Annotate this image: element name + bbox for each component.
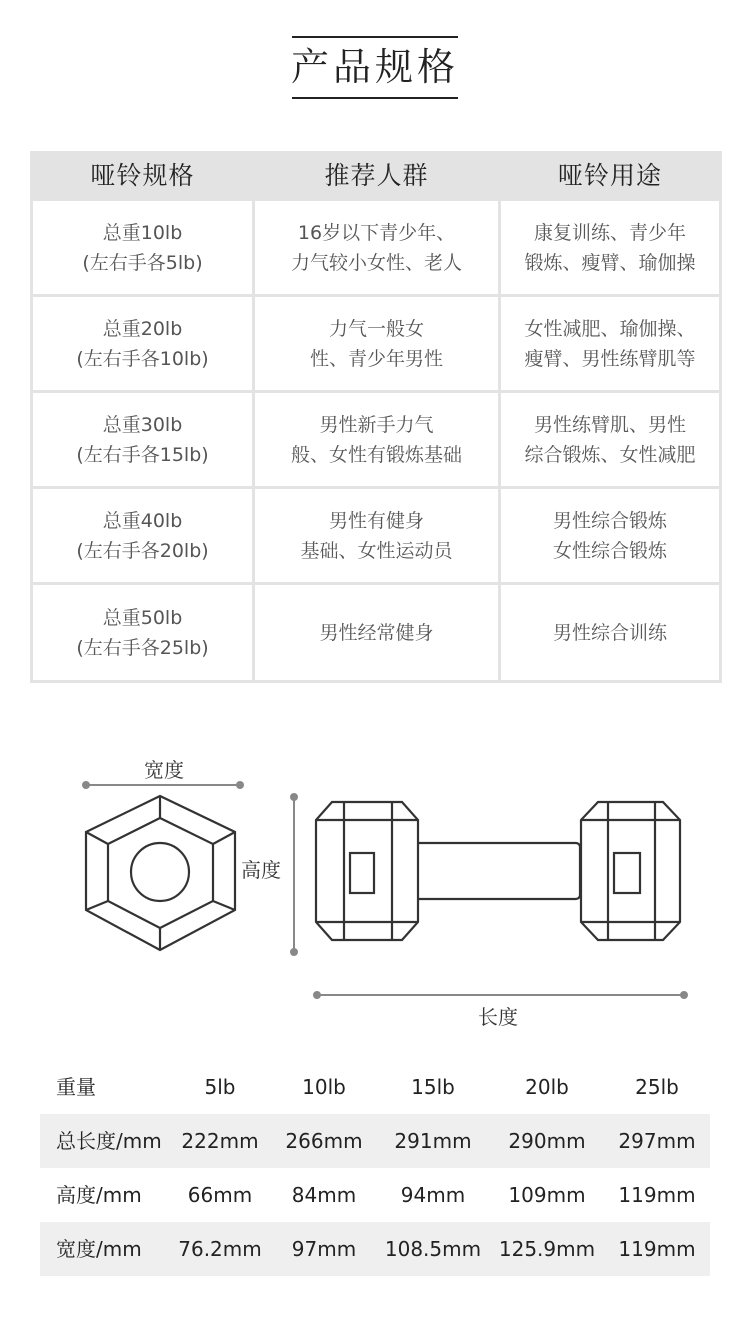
use-line: 综合锻炼、女性减肥	[524, 443, 696, 466]
crowd-cell	[255, 201, 498, 294]
use-line: 康复训练、青少年	[533, 221, 686, 244]
crowd-line: 基础、女性运动员	[300, 539, 453, 562]
use-line: 锻炼、瘦臂、瑜伽操	[524, 251, 696, 274]
table-row	[30, 297, 722, 390]
hexagon-end-view	[86, 796, 235, 950]
size-value: 5lb	[204, 1075, 236, 1099]
dumbbell-drawing	[0, 740, 750, 1040]
crowd-line: 力气较小女性、老人	[290, 251, 462, 274]
title-rule-bottom	[292, 97, 458, 99]
size-value: 108.5mm	[384, 1237, 482, 1261]
crowd-cell	[255, 297, 498, 390]
crowd-line: 般、女性有锻炼基础	[290, 443, 462, 466]
row-label: 高度/mm	[56, 1183, 142, 1207]
crowd-cell	[255, 585, 498, 680]
width-label: 宽度	[144, 758, 184, 782]
row-label: 总长度/mm	[56, 1129, 162, 1153]
size-value: 291mm	[394, 1129, 472, 1153]
use-line: 瘦臂、男性练臂肌等	[524, 347, 696, 370]
size-row-width	[40, 1222, 710, 1276]
spec-line: 总重40lb	[102, 509, 183, 532]
spec-cell	[33, 393, 252, 486]
page-title: 产品规格	[290, 45, 459, 89]
spec-line: 总重10lb	[102, 221, 183, 244]
height-dimension	[291, 794, 298, 956]
size-table	[40, 1060, 710, 1274]
crowd-line: 男性新手力气	[319, 413, 434, 436]
use-line: 女性减肥、瑜伽操、	[524, 317, 696, 340]
crowd-line: 16岁以下青少年、	[297, 221, 456, 244]
length-label: 长度	[478, 1005, 518, 1029]
size-value: 25lb	[635, 1075, 679, 1099]
crowd-line: 男性有健身	[328, 509, 424, 532]
size-value: 20lb	[525, 1075, 569, 1099]
size-row-height	[40, 1168, 710, 1222]
size-value: 290mm	[508, 1129, 586, 1153]
spec-cell	[33, 489, 252, 582]
table-row	[30, 489, 722, 582]
spec-line: (左右手各25lb)	[76, 636, 209, 659]
crowd-line: 力气一般女	[328, 317, 424, 340]
size-value: 109mm	[508, 1183, 586, 1207]
use-cell	[501, 489, 719, 582]
size-value: 119mm	[618, 1183, 696, 1207]
spec-cell	[33, 297, 252, 390]
use-line: 女性综合锻炼	[552, 539, 667, 562]
spec-line: 总重50lb	[102, 606, 183, 629]
length-dimension	[314, 992, 688, 999]
table-row	[30, 585, 722, 680]
header-spec: 哑铃规格	[90, 161, 195, 190]
header-crowd: 推荐人群	[324, 161, 429, 190]
size-value: 119mm	[618, 1237, 696, 1261]
dumbbell-diagram	[0, 740, 750, 1040]
spec-table-header	[30, 151, 722, 201]
size-value: 125.9mm	[498, 1237, 596, 1261]
size-value: 66mm	[187, 1183, 253, 1207]
size-value: 94mm	[400, 1183, 466, 1207]
spec-line: 总重30lb	[102, 413, 183, 436]
spec-line: (左右手各10lb)	[76, 347, 209, 370]
use-cell	[501, 393, 719, 486]
spec-table	[30, 151, 722, 683]
spec-line: (左右手各5lb)	[82, 251, 203, 274]
crowd-line: 男性经常健身	[319, 621, 434, 644]
header-use: 哑铃用途	[557, 161, 662, 190]
size-value: 222mm	[181, 1129, 259, 1153]
row-label: 宽度/mm	[56, 1237, 142, 1261]
size-value: 76.2mm	[178, 1237, 262, 1261]
table-row	[30, 201, 722, 294]
title-rule-top	[292, 36, 458, 38]
size-row-length	[40, 1114, 710, 1168]
size-value: 297mm	[618, 1129, 696, 1153]
crowd-cell	[255, 393, 498, 486]
spec-line: 总重20lb	[102, 317, 183, 340]
size-value: 10lb	[302, 1075, 346, 1099]
spec-line: (左右手各20lb)	[76, 539, 209, 562]
spec-cell	[33, 585, 252, 680]
spec-cell	[33, 201, 252, 294]
size-value: 84mm	[291, 1183, 357, 1207]
use-line: 男性综合锻炼	[552, 509, 667, 532]
size-row-weight	[40, 1060, 710, 1114]
width-dimension	[83, 782, 244, 789]
size-value: 97mm	[291, 1237, 357, 1261]
use-line: 男性综合训练	[552, 621, 667, 644]
crowd-line: 性、青少年男性	[309, 347, 443, 370]
size-value: 266mm	[285, 1129, 363, 1153]
use-line: 男性练臂肌、男性	[533, 413, 686, 436]
use-cell	[501, 585, 719, 680]
dumbbell-side-view	[316, 802, 680, 940]
size-value: 15lb	[411, 1075, 455, 1099]
row-label: 重量	[56, 1075, 96, 1099]
spec-line: (左右手各15lb)	[76, 443, 209, 466]
use-cell	[501, 297, 719, 390]
height-label: 高度	[241, 858, 281, 882]
use-cell	[501, 201, 719, 294]
crowd-cell	[255, 489, 498, 582]
table-row	[30, 393, 722, 486]
